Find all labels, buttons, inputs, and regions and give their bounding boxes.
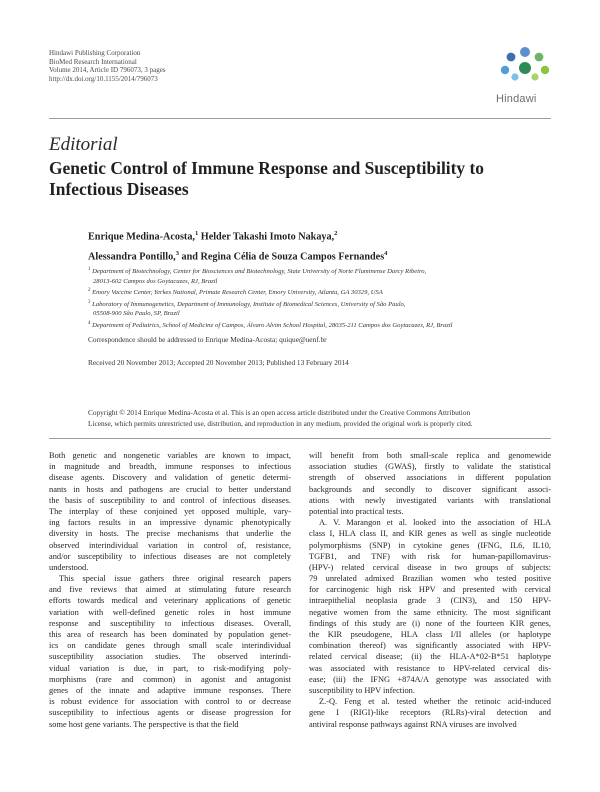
section-label: Editorial xyxy=(49,134,118,155)
header-divider xyxy=(49,118,551,119)
affiliation-marker: 4 xyxy=(384,250,388,258)
body-text-line: findings of this study are (i) none of the fourteen KIR genes, xyxy=(309,618,551,628)
body-text-line: ing factors results in an impressive dynamic phenotypically xyxy=(49,518,291,528)
journal-header xyxy=(49,49,166,83)
body-text-line: gene I (RIGI)-like receptors (RLRs)-viral detection and xyxy=(309,708,551,718)
volume-info: Volume 2014, Article ID 796073, 3 pages xyxy=(49,66,166,75)
journal-name: BioMed Research International xyxy=(49,57,137,66)
body-text-line: susceptibility to HPV infection. xyxy=(309,685,415,695)
body-text-line: some host gene variants. The perspective is that the field xyxy=(49,719,239,729)
body-text-line: ics on candidate genes through small scale interindividual xyxy=(49,641,291,651)
affiliation-text: Department of Biotechnology, Center for Biosciences and Biotechnology, State University of Norte Fluminense Darcy Ribeiro, xyxy=(90,268,427,276)
title-line-1: Genetic Control of Immune Response and Susceptibility to xyxy=(49,158,484,178)
author-list xyxy=(88,225,548,266)
body-text-line: (HPV-) related cervical disease in two groups of subjects: xyxy=(309,562,551,572)
body-text-line: class I, HLA class II, and KIR genes as well as single nucleotide xyxy=(309,529,551,539)
body-text-line: observed interindividual variation in control of, resistance, xyxy=(49,540,291,550)
body-text-line: Both genetic and nongenetic variables are known to impact, xyxy=(49,451,291,460)
body-text-line: susceptibility association studies. The observed interindi- xyxy=(49,652,291,662)
copyright-notice xyxy=(88,408,558,430)
body-text-line: vidual variation is due, in part, to risk-modifying poly- xyxy=(49,663,291,673)
affiliation-3 xyxy=(88,298,558,310)
affiliation-list xyxy=(88,265,558,330)
body-text-line: negative women from the same ethnicity. The most significant xyxy=(309,607,551,617)
body-text-line: TGFB1, and TNF) with risk for human-papillomavirus- xyxy=(309,551,551,561)
body-text-line: the basis of susceptibility to and control of infectious diseases. xyxy=(49,495,291,505)
affiliation-marker: 2 xyxy=(334,230,338,237)
body-text-line: susceptibility to infectious agents or disease progression for xyxy=(49,708,291,718)
affiliation-marker: 1 xyxy=(88,267,91,272)
body-text-line: and five reviews that aimed at stimulating future research xyxy=(49,585,291,595)
author-name: Helder Takashi Imoto Nakaya, xyxy=(198,231,335,243)
body-text-line: A. V. Marangon et al. looked into the association of HLA xyxy=(319,518,551,528)
affiliation-text: Department of Pediatrics, School of Medicine of Campos, Álvaro Alvim School Hospital, 28035-211 Campos dos Goytacazes, RJ, Brazil xyxy=(90,321,453,329)
body-text-line: strength of observed associations in different population xyxy=(309,473,551,483)
affiliation-4 xyxy=(88,319,558,331)
body-text-line: is robust evidence for association with control to or decrease xyxy=(49,697,291,707)
body-text-line: backgrounds and secondly to discover significant associ- xyxy=(309,484,551,494)
body-text-line: and/or susceptibility to infectious diseases are not completely xyxy=(49,551,291,561)
author-name: Alessandra Pontillo, xyxy=(88,251,176,263)
affiliation-marker: 1 xyxy=(194,230,199,237)
affiliation-marker: 3 xyxy=(88,299,91,305)
affiliation-text: Emory Vaccine Center, Yerkes National, Primate Research Center, Emory University, Atlanta, GA 30329, USA xyxy=(90,289,383,297)
right-text-column xyxy=(309,450,551,730)
doi-link[interactable]: http://dx.doi.org/10.1155/2014/796073 xyxy=(49,74,158,83)
hindawi-logo-text: Hindawi xyxy=(496,93,537,105)
body-text-line: related cervical disease; (ii) the HLA-A*02-B*51 haplotype xyxy=(309,652,551,662)
body-text-line: in magnitude and breadth, immune responses to infectious xyxy=(49,462,291,472)
affiliation-marker: 3 xyxy=(175,250,179,258)
copyright-line: License, which permits unrestricted use, distribution, and reproduction in any medium, provided the original work is properly cited. xyxy=(88,418,473,428)
body-text-line: diversity in hosts. The precise mechanisms that underlie the xyxy=(49,529,291,539)
affiliation-1 xyxy=(88,265,558,277)
body-text-line: genes of the innate and adaptive immune responses. There xyxy=(49,685,291,695)
body-text-line: ations with newly investigated variants with translational xyxy=(309,495,551,505)
affiliation-1-cont: 28013-602 Campos dos Goytacazes, RJ, Brazil xyxy=(93,277,218,285)
affiliation-2 xyxy=(88,286,558,298)
body-text-line: disease agents. Discovery and validation of genetic determi- xyxy=(49,473,291,483)
body-text-line: potential into practical tests. xyxy=(309,506,404,516)
body-text-line: intraepithelial neoplasia grade 3 (CIN3), and 150 HPV- xyxy=(309,596,551,606)
copyright-line: Copyright © 2014 Enrique Medina-Acosta et al. This is an open access article distributed under the Creative Commons Attribution xyxy=(88,408,471,417)
left-text-column xyxy=(49,450,291,730)
body-text-line: nants in hosts and pathogens are crucial to better understand xyxy=(49,484,291,494)
author-name: and Regina Célia de Souza Campos Fernandes xyxy=(178,251,385,263)
body-text-line: The interplay of these conjoined yet opposed multiple, vary- xyxy=(49,506,291,516)
body-text-line: polymorphisms (SNP) in cytokine genes (IFNG, IL6, IL10, xyxy=(309,540,551,550)
body-text-line: 79 unrelated admixed Brazilian women who tested positive xyxy=(309,574,551,584)
body-text-line: the KIR pseudogene, HLA class I/II alleles (or haplotype xyxy=(309,630,551,639)
body-text-line: was associated with resistance to HPV-related cervical dis- xyxy=(309,663,551,673)
correspondence-note: Correspondence should be addressed to Enrique Medina-Acosta; quique@uenf.br xyxy=(88,335,327,344)
affiliation-marker: 2 xyxy=(88,288,91,293)
body-text-line: morphisms (rare and common) in agonist and antagonist xyxy=(49,674,291,684)
body-text-line: efforts towards medical and veterinary applications of genetic xyxy=(49,596,291,606)
body-text-line: understood. xyxy=(49,562,89,572)
title-line-2: Infectious Diseases xyxy=(49,179,189,199)
body-text-line: variation with well-defined genetic roles in host immune xyxy=(49,607,291,617)
body-text-line: ease; (iii) the IFNG +874A/A genotype was associated with xyxy=(309,674,551,684)
body-text-line: for carcinogenic high risk HPV and presented with cervical xyxy=(309,585,551,595)
affiliation-text: Laboratory of Immunogenetics, Department of Immunology, Institute of Biomedical Sciences, University of São Paulo, xyxy=(90,300,406,308)
body-text-line: This special issue gathers three original research papers xyxy=(59,574,291,584)
body-text-line: will benefit from both small-scale replica and genomewide xyxy=(309,451,551,460)
body-text-line: antiviral response pathways against RNA viruses are involved xyxy=(309,719,517,729)
publication-dates: Received 20 November 2013; Accepted 20 November 2013; Published 13 February 2014 xyxy=(88,358,349,367)
body-text-line: this area of research has been dominated by population genet- xyxy=(49,630,291,639)
body-divider xyxy=(49,438,551,439)
affiliation-3-cont: 05508-900 São Paulo, SP, Brazil xyxy=(93,310,180,318)
affiliation-marker: 4 xyxy=(88,320,91,326)
article-title xyxy=(49,158,569,200)
body-text-line: combination thereof) was significantly associated with HPV- xyxy=(309,641,551,651)
body-text-line: response and susceptibility to infectious diseases. Overall, xyxy=(49,618,291,628)
publisher-name: Hindawi Publishing Corporation xyxy=(49,49,141,57)
body-text-line: Z.-Q. Feng et al. tested whether the retinoic acid-induced xyxy=(319,697,551,707)
author-name: Enrique Medina-Acosta, xyxy=(88,231,195,243)
body-text-line: association studies (GWAS), firstly to validate the statistical xyxy=(309,462,551,472)
